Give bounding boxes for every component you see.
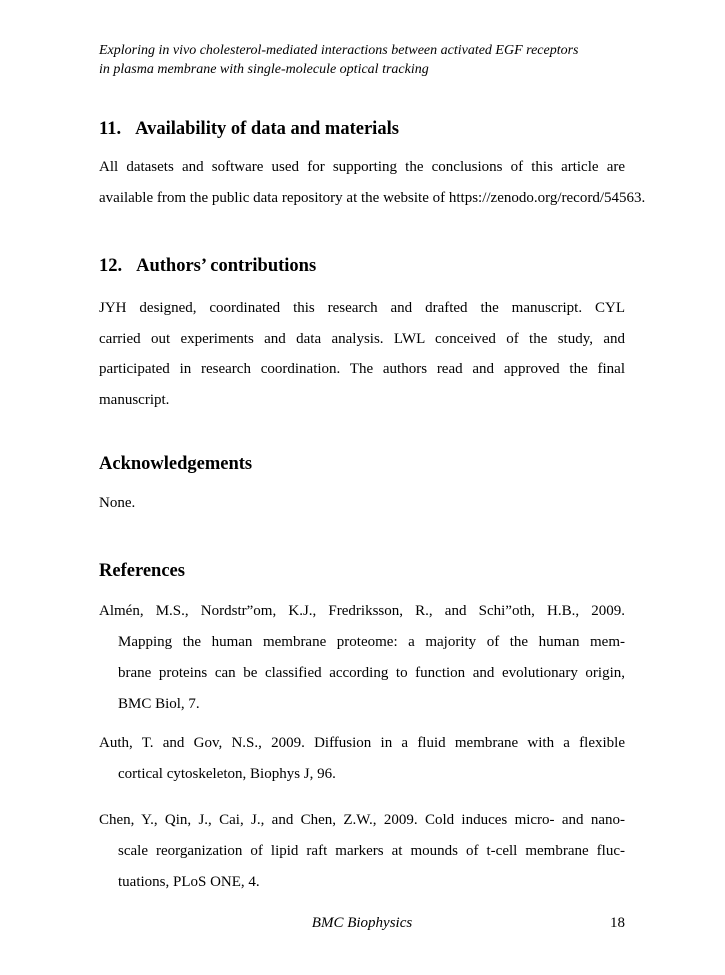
- acknowledgements-heading: Acknowledgements: [99, 454, 253, 474]
- paragraph-line: participated in research coordination. The authors read and approved the final: [99, 361, 625, 377]
- section-11-number: 11.: [99, 119, 122, 139]
- section-12-number: 12.: [99, 256, 123, 276]
- paragraph-line: JYH designed, coordinated this research and drafted the manuscript. CYL: [99, 300, 625, 316]
- footer-journal-name: BMC Biophysics: [311, 915, 413, 931]
- paragraph-line: None.: [99, 495, 136, 511]
- references-heading: References: [99, 561, 185, 581]
- reference-line: cortical cytoskeleton, Biophys J, 96.: [118, 766, 336, 782]
- reference-line: Almén, M.S., Nordstr”om, K.J., Fredriksson, R., and Schi”oth, H.B., 2009.: [99, 603, 625, 619]
- reference-entry: [99, 805, 625, 898]
- section-12-heading: [99, 254, 625, 278]
- reference-line: Auth, T. and Gov, N.S., 2009. Diffusion in a fluid membrane with a flexible: [99, 735, 625, 751]
- page-footer: [99, 915, 625, 937]
- section-11-heading: [99, 117, 625, 141]
- reference-entry: [99, 596, 625, 720]
- running-header-line-1: Exploring in vivo cholesterol-mediated interactions between activated EGF receptors: [99, 43, 579, 58]
- paragraph-line: All datasets and software used for supporting the conclusions of this article are: [99, 159, 625, 175]
- running-header-line-2: in plasma membrane with single-molecule optical tracking: [99, 62, 429, 77]
- reference-line: tuations, PLoS ONE, 4.: [118, 874, 260, 890]
- paragraph-line: carried out experiments and data analysis. LWL conceived of the study, and: [99, 330, 625, 347]
- reference-line: Mapping the human membrane proteome: a majority of the human mem-: [118, 634, 625, 650]
- section-12-title: Authors’ contributions: [136, 256, 317, 276]
- reference-line: Chen, Y., Qin, J., Cai, J., and Chen, Z.W., 2009. Cold induces micro- and nano-: [99, 812, 625, 828]
- footer-page-number: 18: [610, 915, 625, 931]
- paragraph-line: manuscript.: [99, 391, 170, 408]
- reference-entry: [99, 728, 625, 790]
- section-12-paragraph: [99, 293, 625, 415]
- running-header: [99, 41, 625, 79]
- acknowledgements-paragraph: [99, 488, 625, 519]
- reference-line: BMC Biol, 7.: [118, 696, 200, 712]
- reference-line: scale reorganization of lipid raft markers at mounds of t-cell membrane fluc-: [118, 843, 625, 859]
- section-11-title: Availability of data and materials: [135, 119, 399, 139]
- reference-line: brane proteins can be classified according to function and evolutionary origin,: [118, 665, 625, 681]
- paragraph-line-with-url: available from the public data repository at the website of https://zenodo.org/record/54563.: [99, 189, 646, 206]
- section-11-paragraph: [99, 152, 646, 213]
